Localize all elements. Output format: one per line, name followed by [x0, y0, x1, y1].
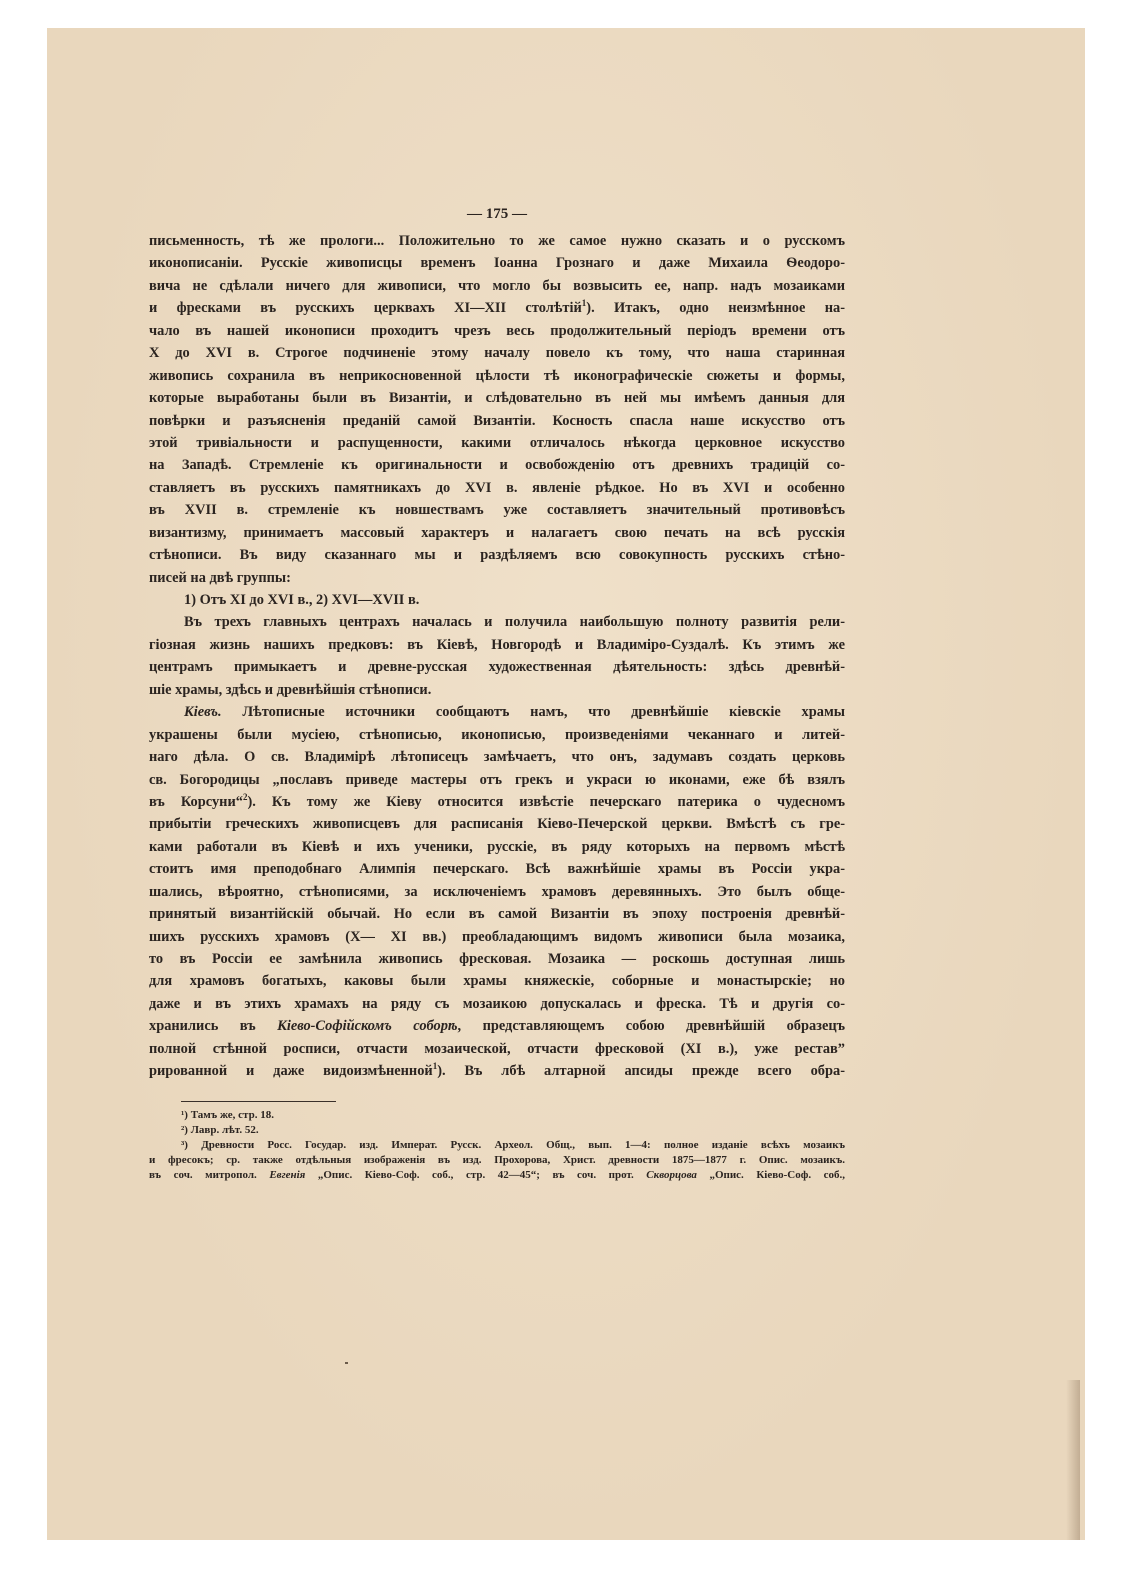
text-run: то въ Россіи ее замѣнила живопись фресковая. Мозаика — роскошь доступная лишь: [149, 951, 845, 967]
text-line: [149, 230, 845, 252]
footnote-line: [149, 1153, 845, 1168]
text-run: въ соч. митропол.: [149, 1168, 270, 1181]
text-run: „Опис. Кіево-Соф. соб.,: [696, 1168, 845, 1181]
text-run: полной стѣнной росписи, отчасти мозаической, отчасти фресковой (XI в.), уже рестав”: [149, 1040, 845, 1057]
text-line: [149, 1015, 845, 1037]
text-run: рированной и даже видоизмѣненной: [149, 1063, 433, 1080]
text-run: которые выработаны были въ Византіи, и слѣдовательно въ ней мы имѣемъ данныя для: [149, 390, 845, 407]
text-run: наго дѣла. О св. Владимірѣ лѣтописецъ замѣчаетъ, что онъ, задумавъ создать церковь: [149, 749, 845, 766]
text-line: [149, 634, 845, 656]
text-line: [149, 791, 845, 813]
text-run: 1) Отъ XI до XVI в., 2) XVI—XVII в.: [184, 592, 420, 608]
ink-speck: [345, 1362, 348, 1364]
text-line: [149, 387, 845, 409]
text-run: стоитъ имя преподобнаго Алимпія печерскаго. Всѣ важнѣйшіе храмы въ Россіи укра-: [149, 861, 845, 878]
text-run: „Опис. Кіево-Соф. соб., стр. 42—45“; въ соч. прот.: [305, 1168, 647, 1181]
footnote-ref: 1: [581, 298, 587, 309]
text-line: [149, 1038, 845, 1060]
text-run: , представляющемъ собою древнѣйшій образецъ: [457, 1018, 845, 1035]
text-line: [149, 432, 845, 454]
text-run: писей на двѣ группы:: [149, 569, 291, 586]
text-line: [149, 252, 845, 274]
text-run: Лавр. лѣт. 52.: [190, 1123, 259, 1136]
text-run: этой тривіальности и распущенности, какими отличалось нѣкогда церковное искусство: [149, 434, 845, 451]
text-run: ). Въ лбѣ алтарной апсиды прежде всего обра-: [437, 1063, 845, 1080]
text-line: [149, 522, 845, 544]
text-line: [149, 970, 845, 992]
text-run: центрамъ примыкаетъ и древне-русская художественная дѣятельность: здѣсь древнѣй-: [149, 659, 845, 676]
text-run: стѣнописи. Въ виду сказаннаго мы и раздѣляемъ всю совокупность русскихъ стѣно-: [149, 547, 845, 564]
page-number: — 175 —: [467, 206, 527, 222]
text-line: [149, 1060, 845, 1082]
text-run: въ XVII в. стремленіе къ новшествамъ уже составляетъ значительный противовѣсъ: [149, 502, 845, 519]
text-line: [149, 365, 845, 387]
text-run: ками работали въ Кіевѣ и ихъ ученики, русскіе, въ ряду которыхъ на первомъ мѣстѣ: [149, 838, 845, 855]
text-run: вича не сдѣлали ничего для живописи, что могло бы возвысить ее, напр. надъ мозаиками: [149, 277, 845, 294]
text-run: Древности Росс. Государ. изд. Императ. Русск. Археол. Общ., вып. 1—4: полное изданіе всѣхъ мозаикъ: [201, 1138, 845, 1151]
text-line: [149, 903, 845, 925]
page-text: [149, 202, 845, 1183]
footnote-ref: 1: [432, 1061, 438, 1072]
text-run: хранились въ: [149, 1018, 278, 1035]
text-line: [149, 926, 845, 948]
text-run: письменность, тѣ же прологи... Положительно то же самое нужно сказать и о русскомъ: [149, 233, 845, 249]
text-line: [149, 544, 845, 566]
text-line: [149, 993, 845, 1015]
author-name: Скворцова: [646, 1168, 697, 1181]
page-edge-shadow: [1066, 1380, 1080, 1540]
footnote-mark: ³): [181, 1138, 202, 1151]
text-run: принятый византійскій обычай. Но если въ самой Византіи въ эпоху построенія древнѣй-: [149, 906, 845, 923]
text-line: [149, 297, 845, 319]
text-run: для храмовъ богатыхъ, каковы были храмы княжескіе, соборные и монастырскіе; но: [149, 973, 845, 990]
text-run: иконописаніи. Русскіе живописцы временъ Іоанна Грознаго и даже Михаила Ѳеодоро-: [149, 255, 845, 272]
italic-heading: Кіевъ.: [184, 704, 222, 721]
text-run: живопись сохранила въ неприкосновенной цѣлости тѣ иконографическіе сюжеты и формы,: [149, 367, 845, 384]
text-run: прибытіи греческихъ живописцевъ для расписанія Кіево-Печерской церкви. Вмѣстѣ съ гре-: [149, 816, 845, 833]
text-line: [149, 769, 845, 791]
text-line: [149, 410, 845, 432]
text-line: [149, 656, 845, 678]
text-run: чало въ нашей иконописи проходитъ чрезъ весь продолжительный періодъ времени отъ: [149, 322, 845, 339]
text-run: шихъ русскихъ храмовъ (X— XI вв.) преобладающимъ видомъ живописи была мозаика,: [149, 928, 845, 945]
text-run: X до XVI в. Строгое подчиненіе этому началу повело къ тому, что наша старинная: [149, 345, 845, 362]
footnote-mark: ¹): [181, 1108, 191, 1121]
footnote-line: [149, 1108, 845, 1123]
text-line: [149, 746, 845, 768]
footnote-line: [149, 1138, 845, 1153]
text-run: ). Къ тому же Кіеву относится извѣстіе печерскаго патерика о чудесномъ: [247, 793, 845, 810]
text-run: шіе храмы, здѣсь и древнѣйшія стѣнописи.: [149, 681, 432, 698]
text-run: на Западѣ. Стремленіе къ оригинальности и освобожденію отъ древнихъ традицій со-: [149, 457, 845, 474]
author-name: Евгенія: [269, 1168, 306, 1181]
text-run: и фресокъ; ср. также отдѣльныя изображенія въ изд. Прохорова, Христ. древности 1875—1877 г. Опис. мозаикъ.: [149, 1153, 845, 1166]
text-run: Тамъ же, стр. 18.: [190, 1108, 274, 1121]
text-run: въ Корсуни“: [149, 793, 243, 810]
text-line: [149, 567, 845, 589]
footnotes: [149, 1108, 845, 1183]
text-line: [149, 477, 845, 499]
text-run: св. Богородицы „пославъ приведе мастеры отъ грекъ и украси ю иконами, еже бѣ взялъ: [149, 771, 845, 788]
text-line: [149, 836, 845, 858]
text-run: шались, вѣроятно, стѣнописями, за исключеніемъ храмовъ деревянныхъ. Это былъ обще-: [149, 883, 845, 900]
italic-term: Кіево-Софійскомъ соборѣ: [277, 1018, 458, 1035]
footnote-line: [149, 1168, 845, 1183]
text-line: [149, 724, 845, 746]
text-line: [149, 320, 845, 342]
text-run: украшены были мусіею, стѣнописью, иконописью, произведеніями чеканнаго и литей-: [149, 726, 845, 743]
text-run: повѣрки и разъясненія преданій самой Византіи. Косность спасла наше искусство отъ: [149, 412, 845, 429]
text-run: даже и въ этихъ храмахъ на ряду съ мозаикою допускалась и фреска. Тѣ и другія со-: [149, 995, 845, 1012]
text-run: ). Итакъ, одно неизмѣнное на-: [586, 300, 845, 317]
footnote-mark: ²): [181, 1123, 191, 1136]
text-line: [149, 342, 845, 364]
footnote-ref: 2: [242, 792, 248, 803]
text-run: и фресками въ русскихъ церквахъ XI—XII столѣтій: [149, 300, 582, 317]
text-run: гіозная жизнь нашихъ предковъ: въ Кіевѣ, Новгородѣ и Владиміро-Суздалѣ. Къ этимъ же: [149, 636, 845, 653]
text-line: [149, 701, 845, 723]
text-line: [149, 499, 845, 521]
text-line: [149, 813, 845, 835]
text-line: [149, 858, 845, 880]
text-line: [149, 454, 845, 476]
text-run: Въ трехъ главныхъ центрахъ началась и получила наибольшую полноту развитія рели-: [184, 614, 845, 631]
text-run: византизму, принимаетъ массовый характеръ и налагаетъ свою печать на всѣ русскія: [149, 524, 845, 541]
text-run: Лѣтописные источники сообщаютъ намъ, что древнѣйшіе кіевскіе храмы: [221, 704, 845, 721]
text-line: [149, 948, 845, 970]
text-line: [149, 275, 845, 297]
text-line: [149, 611, 845, 633]
text-line: [149, 589, 845, 611]
footnote-line: [149, 1123, 845, 1138]
text-line: [149, 679, 845, 701]
footnote-rule: [181, 1101, 336, 1102]
text-line: [149, 881, 845, 903]
body-text: [149, 230, 845, 1083]
text-run: ставляетъ въ русскихъ памятникахъ до XVI в. явленіе рѣдкое. Но въ XVI и особенно: [149, 479, 845, 496]
